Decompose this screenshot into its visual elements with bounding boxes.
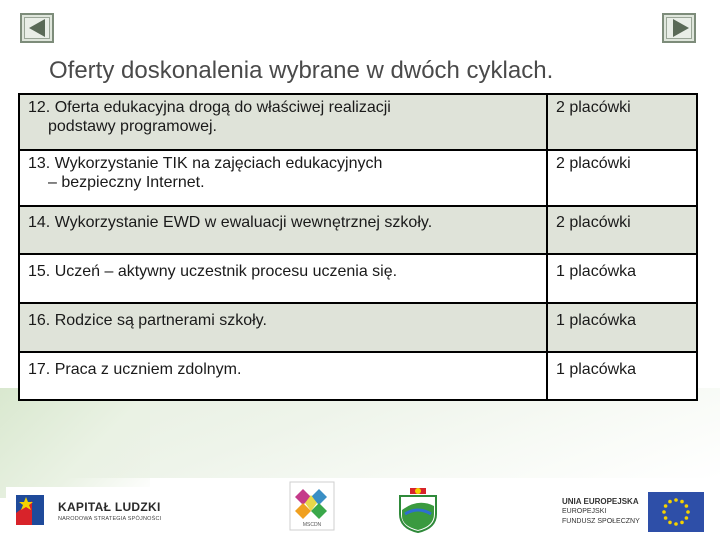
table-row	[19, 94, 697, 150]
offer-count-cell: 1 placówka	[547, 303, 697, 352]
eu-line2: EUROPEJSKI	[562, 508, 607, 515]
kapital-ludzki-subtitle: NARODOWA STRATEGIA SPÓJNOŚCI	[58, 516, 162, 522]
offer-count-cell: 1 placówka	[547, 254, 697, 303]
offer-name-cell: 16. Rodzice są partnerami szkoły.	[19, 303, 547, 352]
triangle-left-icon	[29, 19, 45, 37]
background-wash-corner	[0, 388, 150, 498]
kapital-ludzki-mark-icon	[14, 493, 50, 529]
eu-line3: FUNDUSZ SPOŁECZNY	[562, 518, 640, 525]
triangle-right-icon	[673, 19, 689, 37]
offer-name-line2: – bezpieczny Internet.	[48, 174, 205, 191]
offer-name-cell	[19, 150, 547, 206]
table-row	[19, 303, 697, 352]
offer-name-line1: 13. Wykorzystanie TIK na zajęciach edukacyjnych	[28, 155, 383, 172]
offer-count-cell: 2 placówki	[547, 206, 697, 254]
coat-of-arms-icon	[393, 484, 443, 534]
offer-count-cell: 2 placówki	[547, 94, 697, 150]
offer-name-line2: podstawy programowej.	[48, 118, 217, 135]
offer-name-cell	[19, 94, 547, 150]
mscdn-logo	[289, 481, 335, 531]
kapital-ludzki-title: KAPITAŁ LUDZKI	[58, 500, 161, 514]
table-row	[19, 150, 697, 206]
offer-count-cell: 1 placówka	[547, 352, 697, 400]
slide-title: Oferty doskonalenia wybrane w dwóch cyklach.	[49, 57, 554, 84]
eu-line1: UNIA EUROPEJSKA	[562, 497, 639, 506]
coat-of-arms-logo	[393, 484, 443, 534]
mscdn-caption: MSCDN	[302, 522, 322, 528]
previous-slide-button[interactable]	[20, 13, 54, 43]
table-row	[19, 352, 697, 400]
kapital-ludzki-logo	[6, 487, 172, 535]
offer-name-cell: 17. Praca z uczniem zdolnym.	[19, 352, 547, 400]
offer-count-cell: 2 placówki	[547, 150, 697, 206]
eu-flag-icon	[648, 492, 704, 532]
offer-name-cell: 14. Wykorzystanie EWD w ewaluacji wewnętrznej szkoły.	[19, 206, 547, 254]
offer-name-line1: 12. Oferta edukacyjna drogą do właściwej realizacji	[28, 99, 391, 116]
offer-name-cell: 15. Uczeń – aktywny uczestnik procesu uczenia się.	[19, 254, 547, 303]
offers-table	[18, 93, 698, 401]
table-row	[19, 254, 697, 303]
table-row	[19, 206, 697, 254]
next-slide-button[interactable]	[662, 13, 696, 43]
eu-social-fund-logo	[548, 486, 714, 536]
